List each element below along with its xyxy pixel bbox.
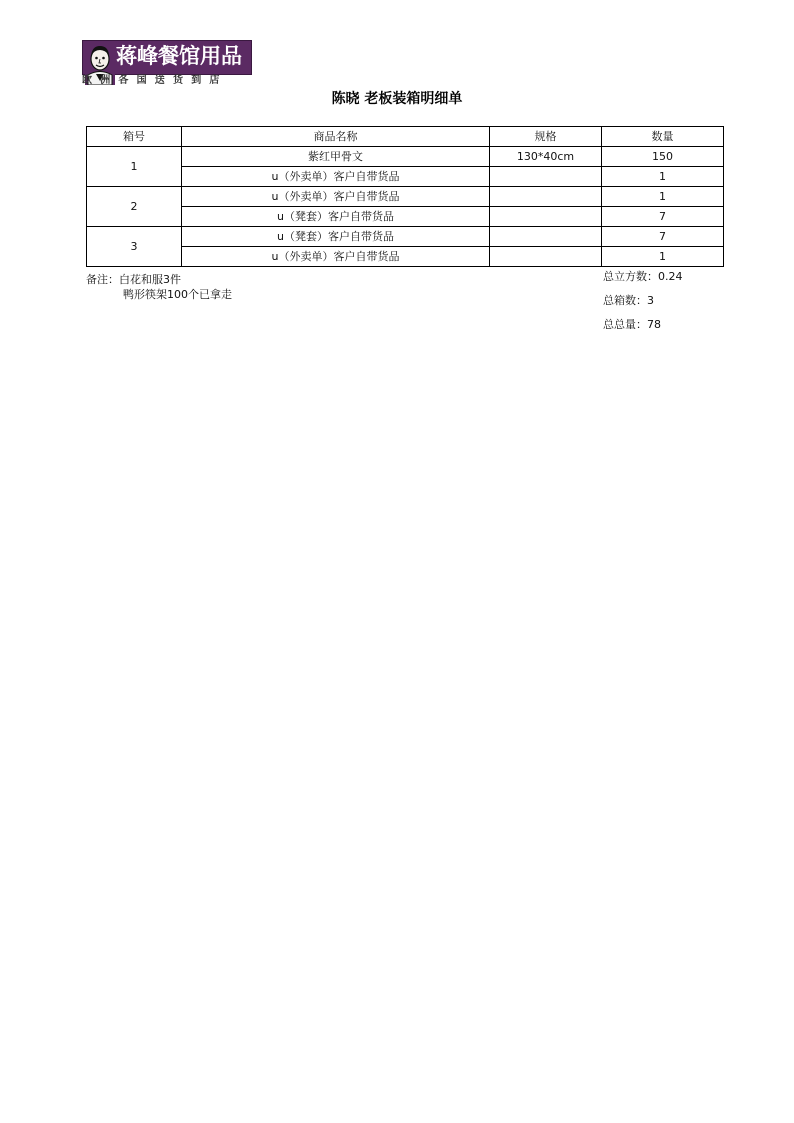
logo-brand-text: 蒋峰餐馆用品: [116, 44, 242, 68]
quantity-cell: 1: [602, 187, 724, 207]
quantity-cell: 7: [602, 227, 724, 247]
product-name-cell: u（凳套）客户自带货品: [182, 227, 490, 247]
remarks-line-2: 鸭形筷架100个已拿走: [123, 288, 232, 301]
table-row: [87, 187, 724, 207]
remarks-block: [86, 272, 232, 302]
header-box-no: 箱号: [87, 127, 182, 147]
header-spec: 规格: [490, 127, 602, 147]
product-name-cell: u（外卖单）客户自带货品: [182, 167, 490, 187]
spec-cell: [490, 167, 602, 187]
quantity-cell: 1: [602, 167, 724, 187]
product-name-cell: 紫红甲骨文: [182, 147, 490, 167]
box-number-cell: 1: [87, 147, 182, 187]
box-number-cell: 3: [87, 227, 182, 267]
header-product-name: 商品名称: [182, 127, 490, 147]
logo-tagline: 欧洲各国送货到店: [82, 75, 228, 86]
summary-block: [603, 270, 683, 342]
remarks-line-1: [86, 272, 232, 287]
product-name-cell: u（外卖单）客户自带货品: [182, 187, 490, 207]
company-logo: [82, 40, 252, 88]
document-title: 陈晓 老板装箱明细单: [331, 91, 463, 107]
remarks-text-1: 白花和服3件: [119, 273, 181, 286]
table-row: [87, 227, 724, 247]
table-row: [87, 147, 724, 167]
quantity-cell: 1: [602, 247, 724, 267]
product-name-cell: u（外卖单）客户自带货品: [182, 247, 490, 267]
quantity-cell: 7: [602, 207, 724, 227]
table-row: [87, 247, 724, 267]
table-row: [87, 207, 724, 227]
spec-cell: [490, 207, 602, 227]
spec-cell: [490, 247, 602, 267]
product-name-cell: u（凳套）客户自带货品: [182, 207, 490, 227]
spec-cell: [490, 227, 602, 247]
table-row: [87, 167, 724, 187]
box-number-cell: 2: [87, 187, 182, 227]
total-quantity: 总总量：78: [603, 318, 661, 331]
total-volume: 总立方数：0.24: [603, 270, 683, 283]
remarks-label: 备注：: [86, 273, 119, 286]
spec-cell: [490, 187, 602, 207]
total-box-count: 总箱数：3: [603, 294, 654, 307]
header-quantity: 数量: [602, 127, 724, 147]
quantity-cell: 150: [602, 147, 724, 167]
table-header-row: [87, 127, 724, 147]
spec-cell: 130*40cm: [490, 147, 602, 167]
packing-list-table: [86, 126, 724, 267]
